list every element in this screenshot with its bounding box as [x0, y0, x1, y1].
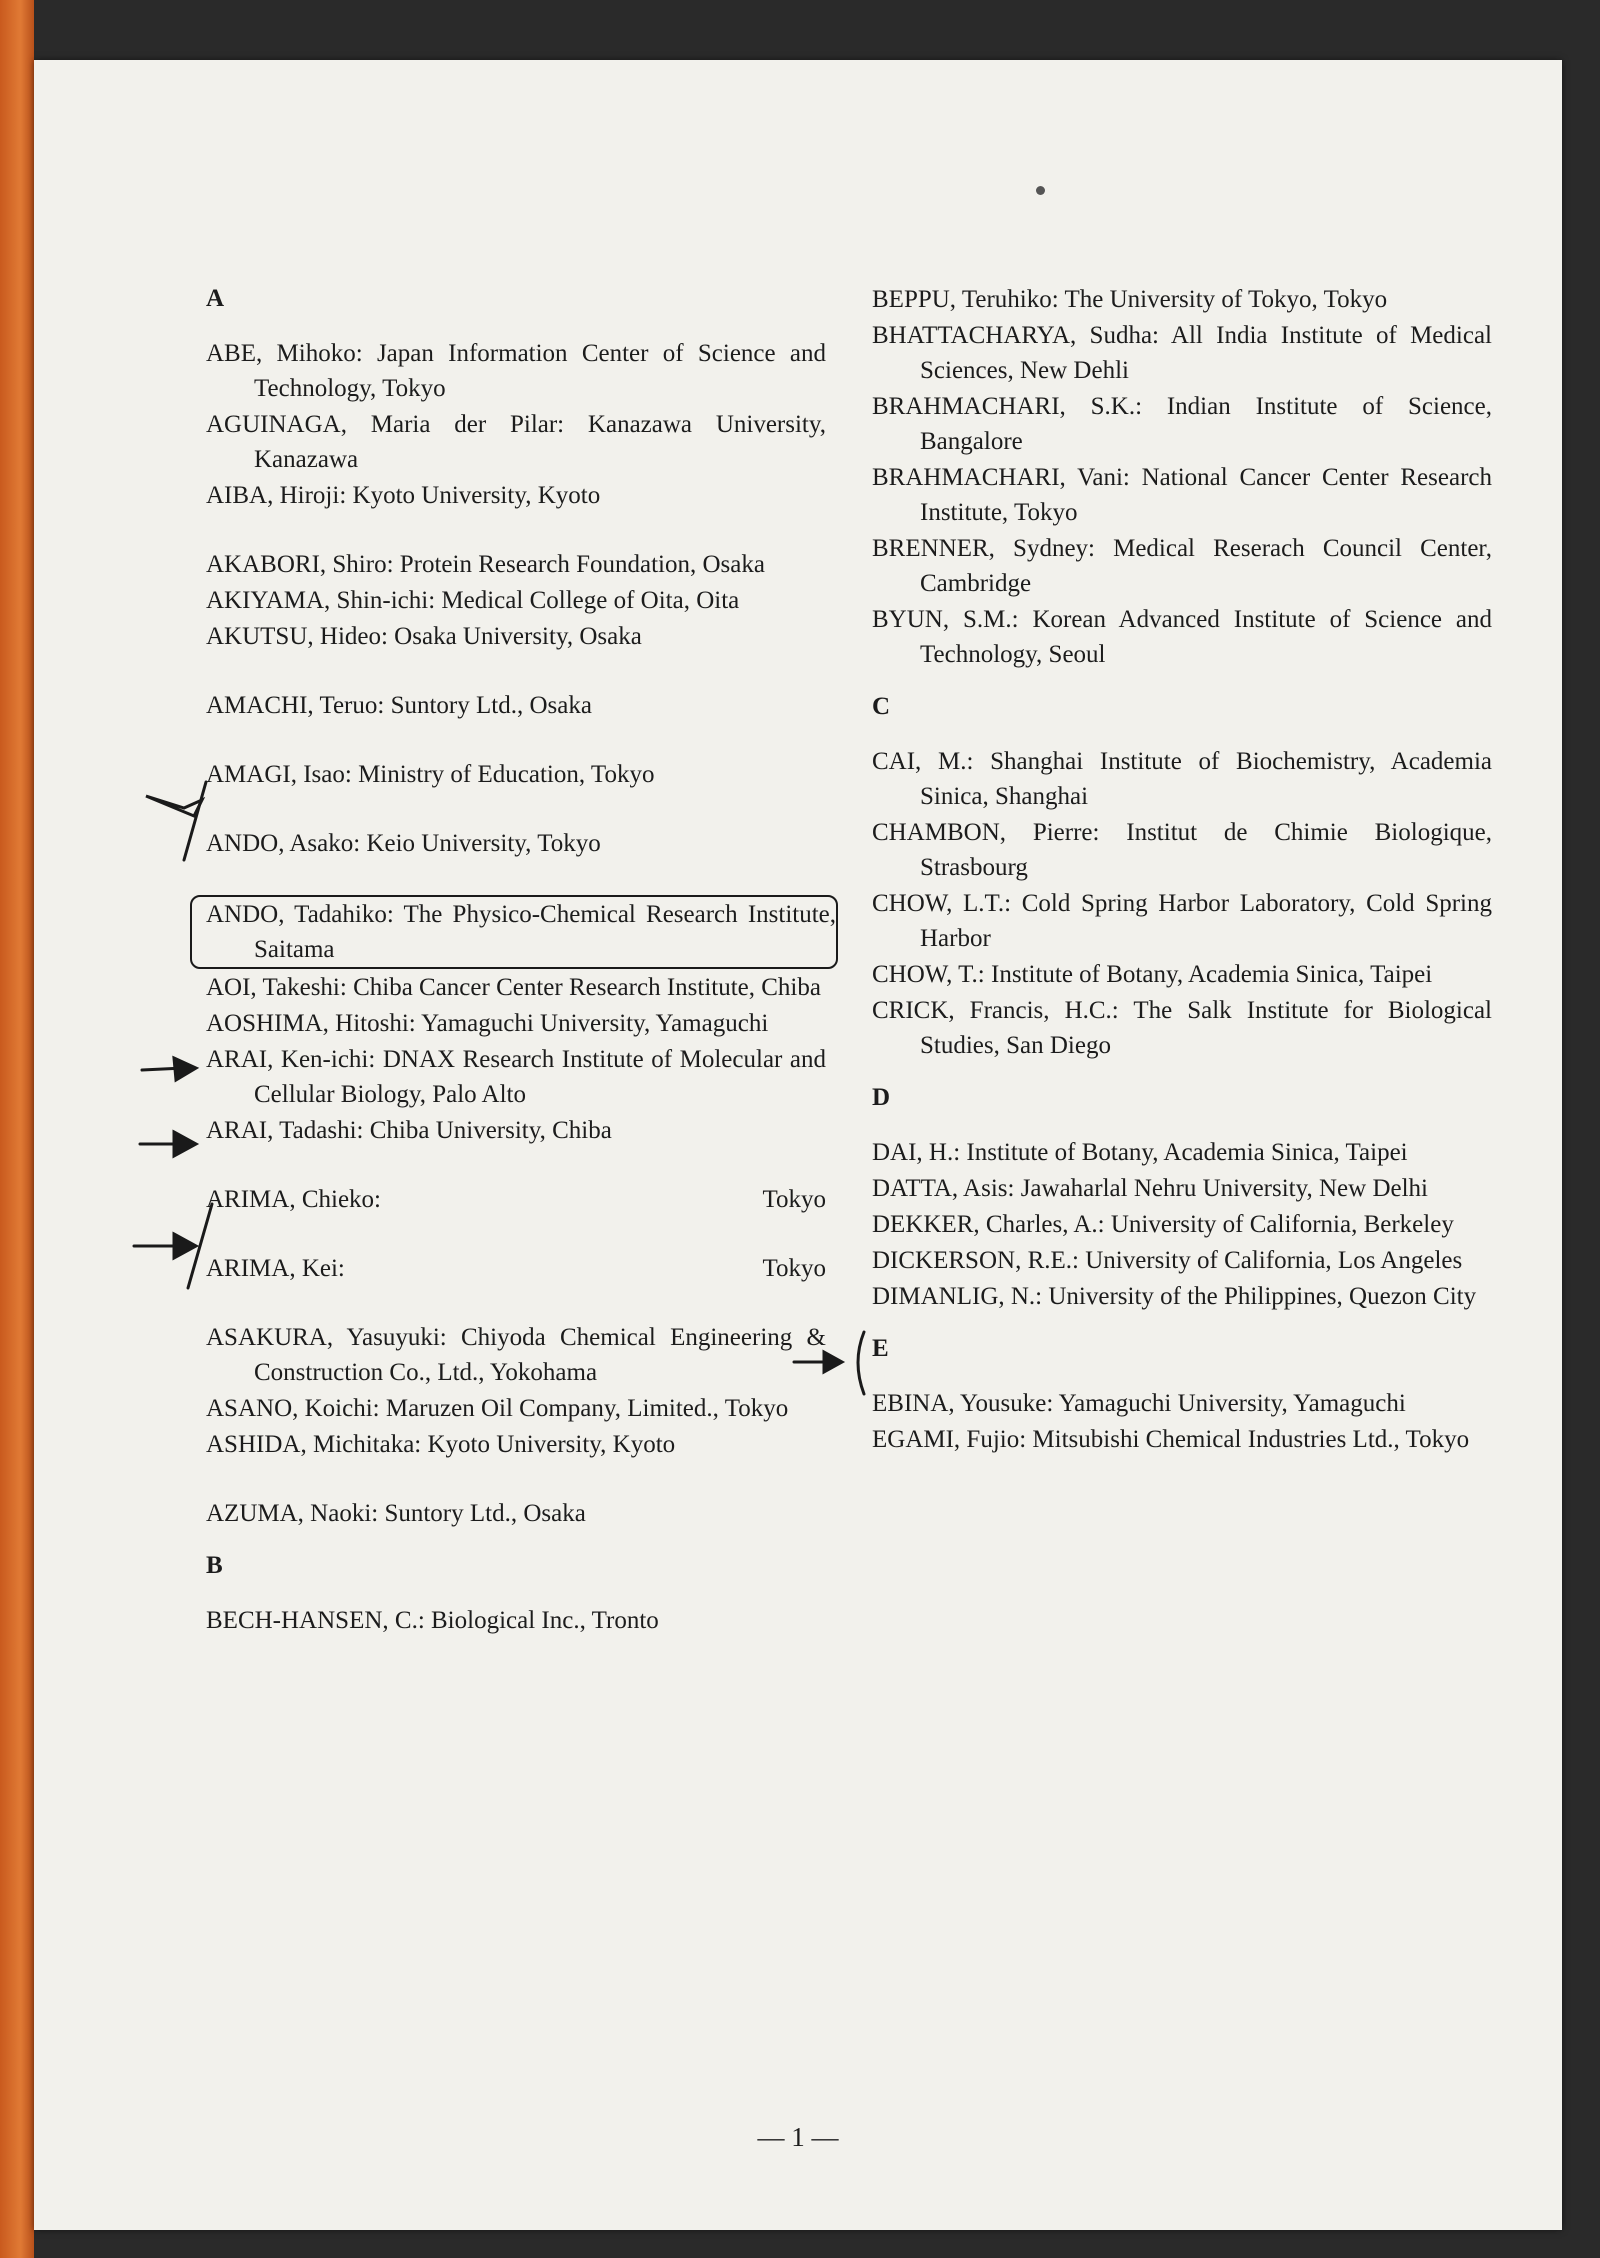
directory-entry: DATTA, Asis: Jawaharlal Nehru University, New Delhi	[872, 1175, 1428, 1202]
directory-entry: CHOW, L.T.: Cold Spring Harbor Laboratory, Cold Spring Harbor	[872, 890, 1492, 952]
binder-edge	[0, 0, 34, 2258]
directory-entry: ASHIDA, Michitaka: Kyoto University, Kyoto	[206, 1431, 676, 1458]
directory-entry: AKUTSU, Hideo: Osaka University, Osaka	[206, 623, 642, 650]
directory-entry: BYUN, S.M.: Korean Advanced Institute of Science and Technology, Seoul	[872, 606, 1492, 668]
directory-entry: ARAI, Tadashi: Chiba University, Chiba	[206, 1117, 612, 1144]
directory-entry: AKABORI, Shiro: Protein Research Foundation, Osaka	[206, 551, 765, 578]
directory-entry: BHATTACHARYA, Sudha: All India Institute of Medical Sciences, New Dehli	[872, 322, 1492, 384]
handwritten-marks	[34, 60, 1562, 2230]
directory-entry: DICKERSON, R.E.: University of California, Los Angeles	[872, 1247, 1463, 1274]
directory-entry: BRAHMACHARI, S.K.: Indian Institute of Science, Bangalore	[872, 393, 1492, 455]
directory-entry: BECH-HANSEN, C.: Biological Inc., Tronto	[206, 1607, 659, 1634]
directory-entry: AOI, Takeshi: Chiba Cancer Center Research Institute, Chiba	[206, 974, 821, 1001]
directory-entry: AGUINAGA, Maria der Pilar: Kanazawa University, Kanazawa	[206, 411, 826, 473]
directory-entry: DIMANLIG, N.: University of the Philippines, Quezon City	[872, 1283, 1477, 1310]
directory-entry: AOSHIMA, Hitoshi: Yamaguchi University, Yamaguchi	[206, 1010, 769, 1037]
directory-entry: DEKKER, Charles, A.: University of California, Berkeley	[872, 1211, 1454, 1238]
directory-entry: BRAHMACHARI, Vani: National Cancer Center Research Institute, Tokyo	[872, 464, 1492, 526]
entry-city: Tokyo	[762, 1255, 826, 1282]
section-letter-b: B	[206, 1552, 223, 1579]
page-number: — 1 —	[757, 2122, 839, 2152]
directory-entry: EBINA, Yousuke: Yamaguchi University, Yamaguchi	[872, 1390, 1406, 1417]
arrow-mark-amachi	[146, 796, 202, 816]
directory-entry: CHOW, T.: Institute of Botany, Academia Sinica, Taipei	[872, 961, 1433, 988]
section-letter-d: D	[872, 1084, 891, 1111]
directory-entry: AZUMA, Naoki: Suntory Ltd., Osaka	[206, 1500, 586, 1527]
directory-entry: ANDO, Asako: Keio University, Tokyo	[206, 830, 601, 857]
directory-entry: EGAMI, Fujio: Mitsubishi Chemical Industries Ltd., Tokyo	[872, 1426, 1470, 1453]
directory-entry: ASANO, Koichi: Maruzen Oil Company, Limited., Tokyo	[206, 1395, 789, 1422]
document-page	[34, 60, 1562, 2230]
section-letter-a: A	[206, 285, 225, 312]
directory-entry: BEPPU, Teruhiko: The University of Tokyo, Tokyo	[872, 286, 1388, 313]
directory-entry: AIBA, Hiroji: Kyoto University, Kyoto	[206, 482, 601, 509]
directory-entry: AKIYAMA, Shin-ichi: Medical College of Oita, Oita	[206, 587, 740, 614]
section-letter-c: C	[872, 693, 891, 720]
entry-name: ARIMA, Chieko:	[206, 1186, 381, 1213]
directory-entry: ARAI, Ken-ichi: DNAX Research Institute of Molecular and Cellular Biology, Palo Alto	[206, 1046, 826, 1108]
directory-entry: CRICK, Francis, H.C.: The Salk Institute for Biological Studies, San Diego	[872, 997, 1492, 1059]
directory-entry: CAI, M.: Shanghai Institute of Biochemistry, Academia Sinica, Shanghai	[872, 748, 1492, 810]
directory-entry: ABE, Mihoko: Japan Information Center of Science and Technology, Tokyo	[206, 340, 826, 402]
directory-entry: CHAMBON, Pierre: Institut de Chimie Biologique, Strasbourg	[872, 819, 1492, 881]
directory-entry: ASAKURA, Yasuyuki: Chiyoda Chemical Engineering & Construction Co., Ltd., Yokohama	[206, 1324, 826, 1386]
section-letter-e: E	[872, 1335, 889, 1362]
directory-entry: AMAGI, Isao: Ministry of Education, Tokyo	[206, 761, 655, 788]
entry-city: Tokyo	[762, 1186, 826, 1213]
directory-entry: BRENNER, Sydney: Medical Reserach Council Center, Cambridge	[872, 535, 1492, 597]
directory-entry: DAI, H.: Institute of Botany, Academia Sinica, Taipei	[872, 1139, 1408, 1166]
directory-entry: AMACHI, Teruo: Suntory Ltd., Osaka	[206, 692, 592, 719]
entry-name: ARIMA, Kei:	[206, 1255, 345, 1282]
directory-entry: ANDO, Tadahiko: The Physico-Chemical Research Institute, Saitama	[190, 895, 838, 969]
